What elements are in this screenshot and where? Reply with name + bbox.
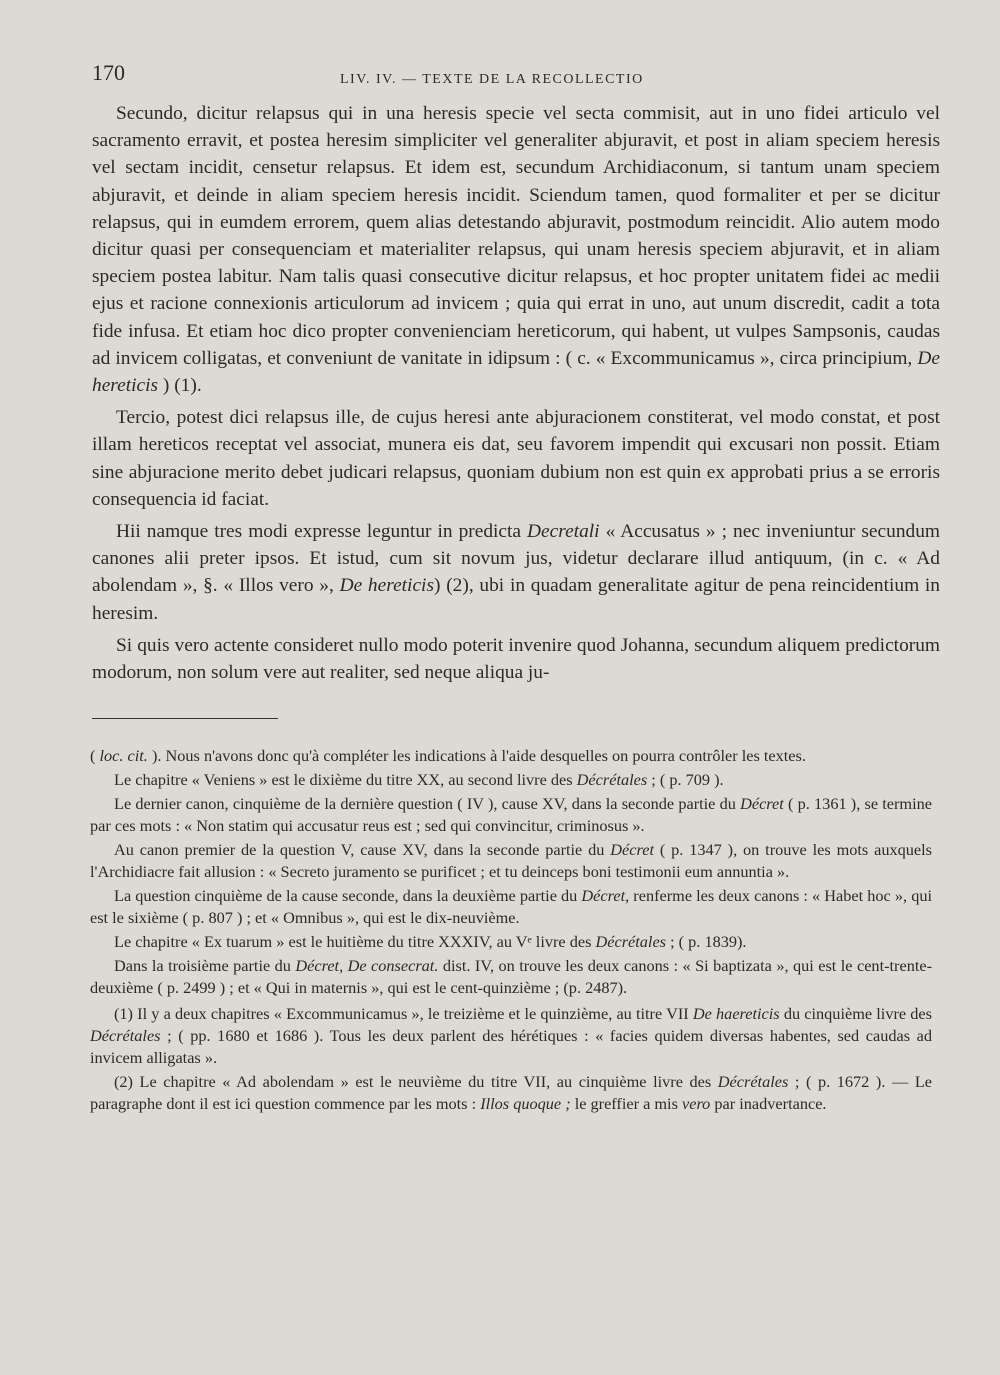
paragraph: Tercio, potest dici relapsus ille, de cujus heresi ante abjuracionem constiterat, vel modo constat, et post illam hereticos receptat vel associat, munera eis dat, seu favorem impendit qui excusari non possit. Etiam sine abjuracione merito debet judicari relapsus, quoniam dubium non est quin ex approbati prius a se erroris consequencia id faciat. bbox=[92, 407, 940, 510]
note: La question cinquième de la cause seconde, dans la deuxième partie du Décret, renferme les deux canons : « Habet hoc », qui est le sixième ( p. 807 ) ; et « Omnibus », qui est le dix-neuvième. bbox=[90, 886, 932, 927]
note: Au canon premier de la question V, cause XV, dans la seconde partie du Décret ( p. 1347 ), on trouve les mots auxquels l'Archidiacre fait allusion : « Secreto juramento se purificet ; et tu deinceps boni testimonii eum annuntia ». bbox=[90, 840, 932, 881]
note: Le chapitre « Ex tuarum » est le huitième du titre XXXIV, au Vᵉ livre des Décrétales ; ( p. 1839). bbox=[114, 932, 747, 951]
note: Le dernier canon, cinquième de la dernière question ( IV ), cause XV, dans la seconde partie du Décret ( p. 1361 ), se termine par ces mots : « Non statim qui accusatur reus est ; sed qui convincitur, criminosus ». bbox=[90, 794, 932, 835]
note: ( loc. cit. ). Nous n'avons donc qu'à compléter les indications à l'aide desquelles on pourra contrôler les textes. bbox=[90, 746, 806, 765]
footnote-1: (1) Il y a deux chapitres « Excommunicamus », le treizième et le quinzième, au titre VII De haereticis du cinquième livre des Décrétales ; ( pp. 1680 et 1686 ). Tous les deux parlent des hérétiques : « facies quidem diversas habentes, sed caudas ad invicem alligatas ». bbox=[90, 1004, 932, 1067]
paragraph: Hii namque tres modi expresse leguntur in predicta Decretali « Accusatus » ; nec inveniuntur secundum canones alii preter ipsos. Et istud, cum sit novum jus, videtur declarare illud antiquum, (in c. « Ad abolendam », §. « Illos vero », De hereticis) (2), ubi in quadam generalitate agitur de pena reincidentium in heresim. bbox=[92, 521, 940, 624]
page-number: 170 bbox=[92, 60, 125, 85]
main-text bbox=[92, 100, 940, 691]
footnote-separator bbox=[92, 718, 278, 719]
paragraph: Si quis vero actente consideret nullo modo poterit invenire quod Johanna, secundum aliquem predictorum modorum, non solum vere aut realiter, sed neque aliqua ju- bbox=[92, 634, 940, 684]
note: Le chapitre « Veniens » est le dixième du titre XX, au second livre des Décrétales ; ( p. 709 ). bbox=[114, 770, 724, 789]
paragraph: Secundo, dicitur relapsus qui in una heresis specie vel secta commisit, aut in uno fidei articulo vel sacramento erravit, et postea heresim simpliciter vel generaliter abjuravit, et post in aliam speciem heresis vel sectam incidit, censetur relapsus. Et idem est, secundum Archidiaconum, si tantum unam speciem abjuravit, et deinde in aliam speciem heresis incidit. Sciendum tamen, quod formaliter et per se dicitur relapsus, qui in eumdem errorem, quem alias detestando abjuravit, postmodum reincidit. Alio autem modo dicitur quasi per consequenciam et materialiter relapsus, qui unam heresis speciem abjuravit, et in aliam speciem postea labitur. Nam talis quasi consecutive dicitur relapsus, et hoc propter unitatem fidei ac medii ejus et racione connexionis articulorum ad invicem ; quia qui errat in uno, aut unum discredit, cadit a tota fide infusa. Et etiam hoc dico propter convenienciam hereticorum, qui habent, ut vulpes Sampsonis, caudas ad invicem colligatas, et conveniunt de vanitate in idipsum : ( c. « Excommunicamus », circa principium, De hereticis ) (1). bbox=[92, 103, 940, 397]
footnotes bbox=[90, 745, 932, 1117]
footnote-2: (2) Le chapitre « Ad abolendam » est le neuvième du titre VII, au cinquième livre des Décrétales ; ( p. 1672 ). — Le paragraphe dont il est ici question commence par les mots : Illos quoque ; le greffier a mis vero par inadvertance. bbox=[90, 1072, 932, 1113]
page-header bbox=[92, 60, 942, 90]
note: Dans la troisième partie du Décret, De consecrat. dist. IV, on trouve les deux canons : « Si baptizata », qui est le cent-trente-deuxième ( p. 2499 ) ; et « Qui in maternis », qui est le cent-quinzième ; (p. 2487). bbox=[90, 956, 933, 997]
running-title: LIV. IV. — TEXTE DE LA RECOLLECTIO bbox=[340, 72, 644, 87]
